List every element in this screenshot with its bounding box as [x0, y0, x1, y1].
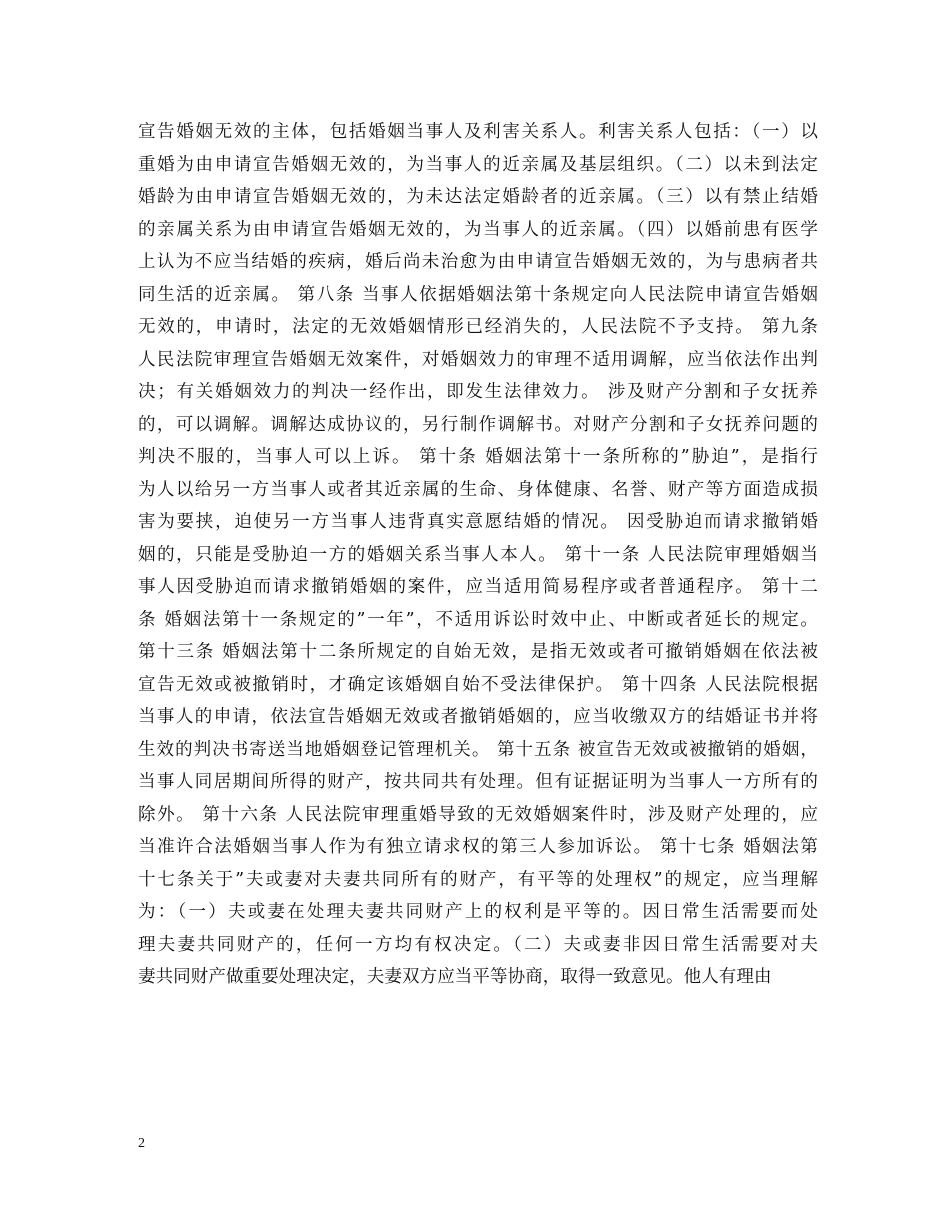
- text-line: 第十三条 婚姻法第十二条所规定的自始无效，是指无效或者可撤销婚姻在依法被: [138, 642, 818, 662]
- text-line: 害为要挟，迫使另一方当事人违背真实意愿结婚的情况。 因受胁迫而请求撤销婚: [138, 512, 818, 532]
- text-line: 条 婚姻法第十一条规定的”一年”，不适用诉讼时效中止、中断或者延长的规定。: [138, 609, 818, 630]
- text-line: 为：（一）夫或妻在处理夫妻共同财产上的权利是平等的。因日常生活需要而处: [138, 902, 818, 922]
- text-line: 当事人同居期间所得的财产，按共同共有处理。但有证据证明为当事人一方所有的: [138, 772, 818, 792]
- text-line: 事人因受胁迫而请求撤销婚姻的案件，应当适用简易程序或者普通程序。 第十二: [138, 577, 818, 597]
- text-line: 当事人的申请，依法宣告婚姻无效或者撤销婚姻的，应当收缴双方的结婚证书并将: [138, 707, 818, 727]
- text-line: 当准许合法婚姻当事人作为有独立请求权的第三人参加诉讼。 第十七条 婚姻法第: [138, 837, 818, 857]
- text-line: 姻的，只能是受胁迫一方的婚姻关系当事人本人。 第十一条 人民法院审理婚姻当: [138, 544, 818, 565]
- page-number: 2: [138, 1136, 145, 1151]
- text-line: 人民法院审理宣告婚姻无效案件，对婚姻效力的审理不适用调解，应当依法作出判: [138, 349, 818, 370]
- text-line: 的，可以调解。调解达成协议的，另行制作调解书。对财产分割和子女抚养问题的: [138, 414, 818, 435]
- text-line: 无效的，申请时，法定的无效婚姻情形已经消失的，人民法院不予支持。 第九条: [138, 317, 818, 337]
- text-line: 上认为不应当结婚的疾病，婚后尚未治愈为由申请宣告婚姻无效的，为与患病者共: [138, 252, 818, 272]
- body-text: [138, 116, 818, 994]
- text-line: 生效的判决书寄送当地婚姻登记管理机关。 第十五条 被宣告无效或被撤销的婚姻，: [138, 739, 818, 760]
- text-line: 为人以给另一方当事人或者其近亲属的生命、身体健康、名誉、财产等方面造成损: [138, 479, 818, 500]
- text-line: 除外。 第十六条 人民法院审理重婚导致的无效婚姻案件时，涉及财产处理的，应: [138, 804, 818, 825]
- text-line: 十七条关于”夫或妻对夫妻共同所有的财产，有平等的处理权”的规定，应当理解: [138, 869, 818, 890]
- text-line: 宣告婚姻无效的主体，包括婚姻当事人及利害关系人。利害关系人包括：（一）以: [138, 122, 818, 142]
- text-line: 宣告无效或被撤销时，才确定该婚姻自始不受法律保护。 第十四条 人民法院根据: [138, 674, 818, 695]
- text-line: 判决不服的，当事人可以上诉。 第十条 婚姻法第十一条所称的”胁迫”，是指行: [138, 447, 818, 467]
- text-line: 妻共同财产做重要处理决定，夫妻双方应当平等协商，取得一致意见。他人有理由: [138, 967, 772, 987]
- text-line: 决；有关婚姻效力的判决一经作出，即发生法律效力。 涉及财产分割和子女抚养: [138, 382, 818, 402]
- text-line: 理夫妻共同财产的，任何一方均有权决定。（二）夫或妻非因日常生活需要对夫: [138, 934, 818, 955]
- text-line: 婚龄为由申请宣告婚姻无效的，为未达法定婚龄者的近亲属。（三）以有禁止结婚: [138, 187, 818, 207]
- text-line: 重婚为由申请宣告婚姻无效的，为当事人的近亲属及基层组织。（二）以未到法定: [138, 154, 818, 175]
- text-line: 同生活的近亲属。 第八条 当事人依据婚姻法第十条规定向人民法院申请宣告婚姻: [138, 284, 818, 305]
- text-line: 的亲属关系为由申请宣告婚姻无效的，为当事人的近亲属。（四）以婚前患有医学: [138, 219, 818, 240]
